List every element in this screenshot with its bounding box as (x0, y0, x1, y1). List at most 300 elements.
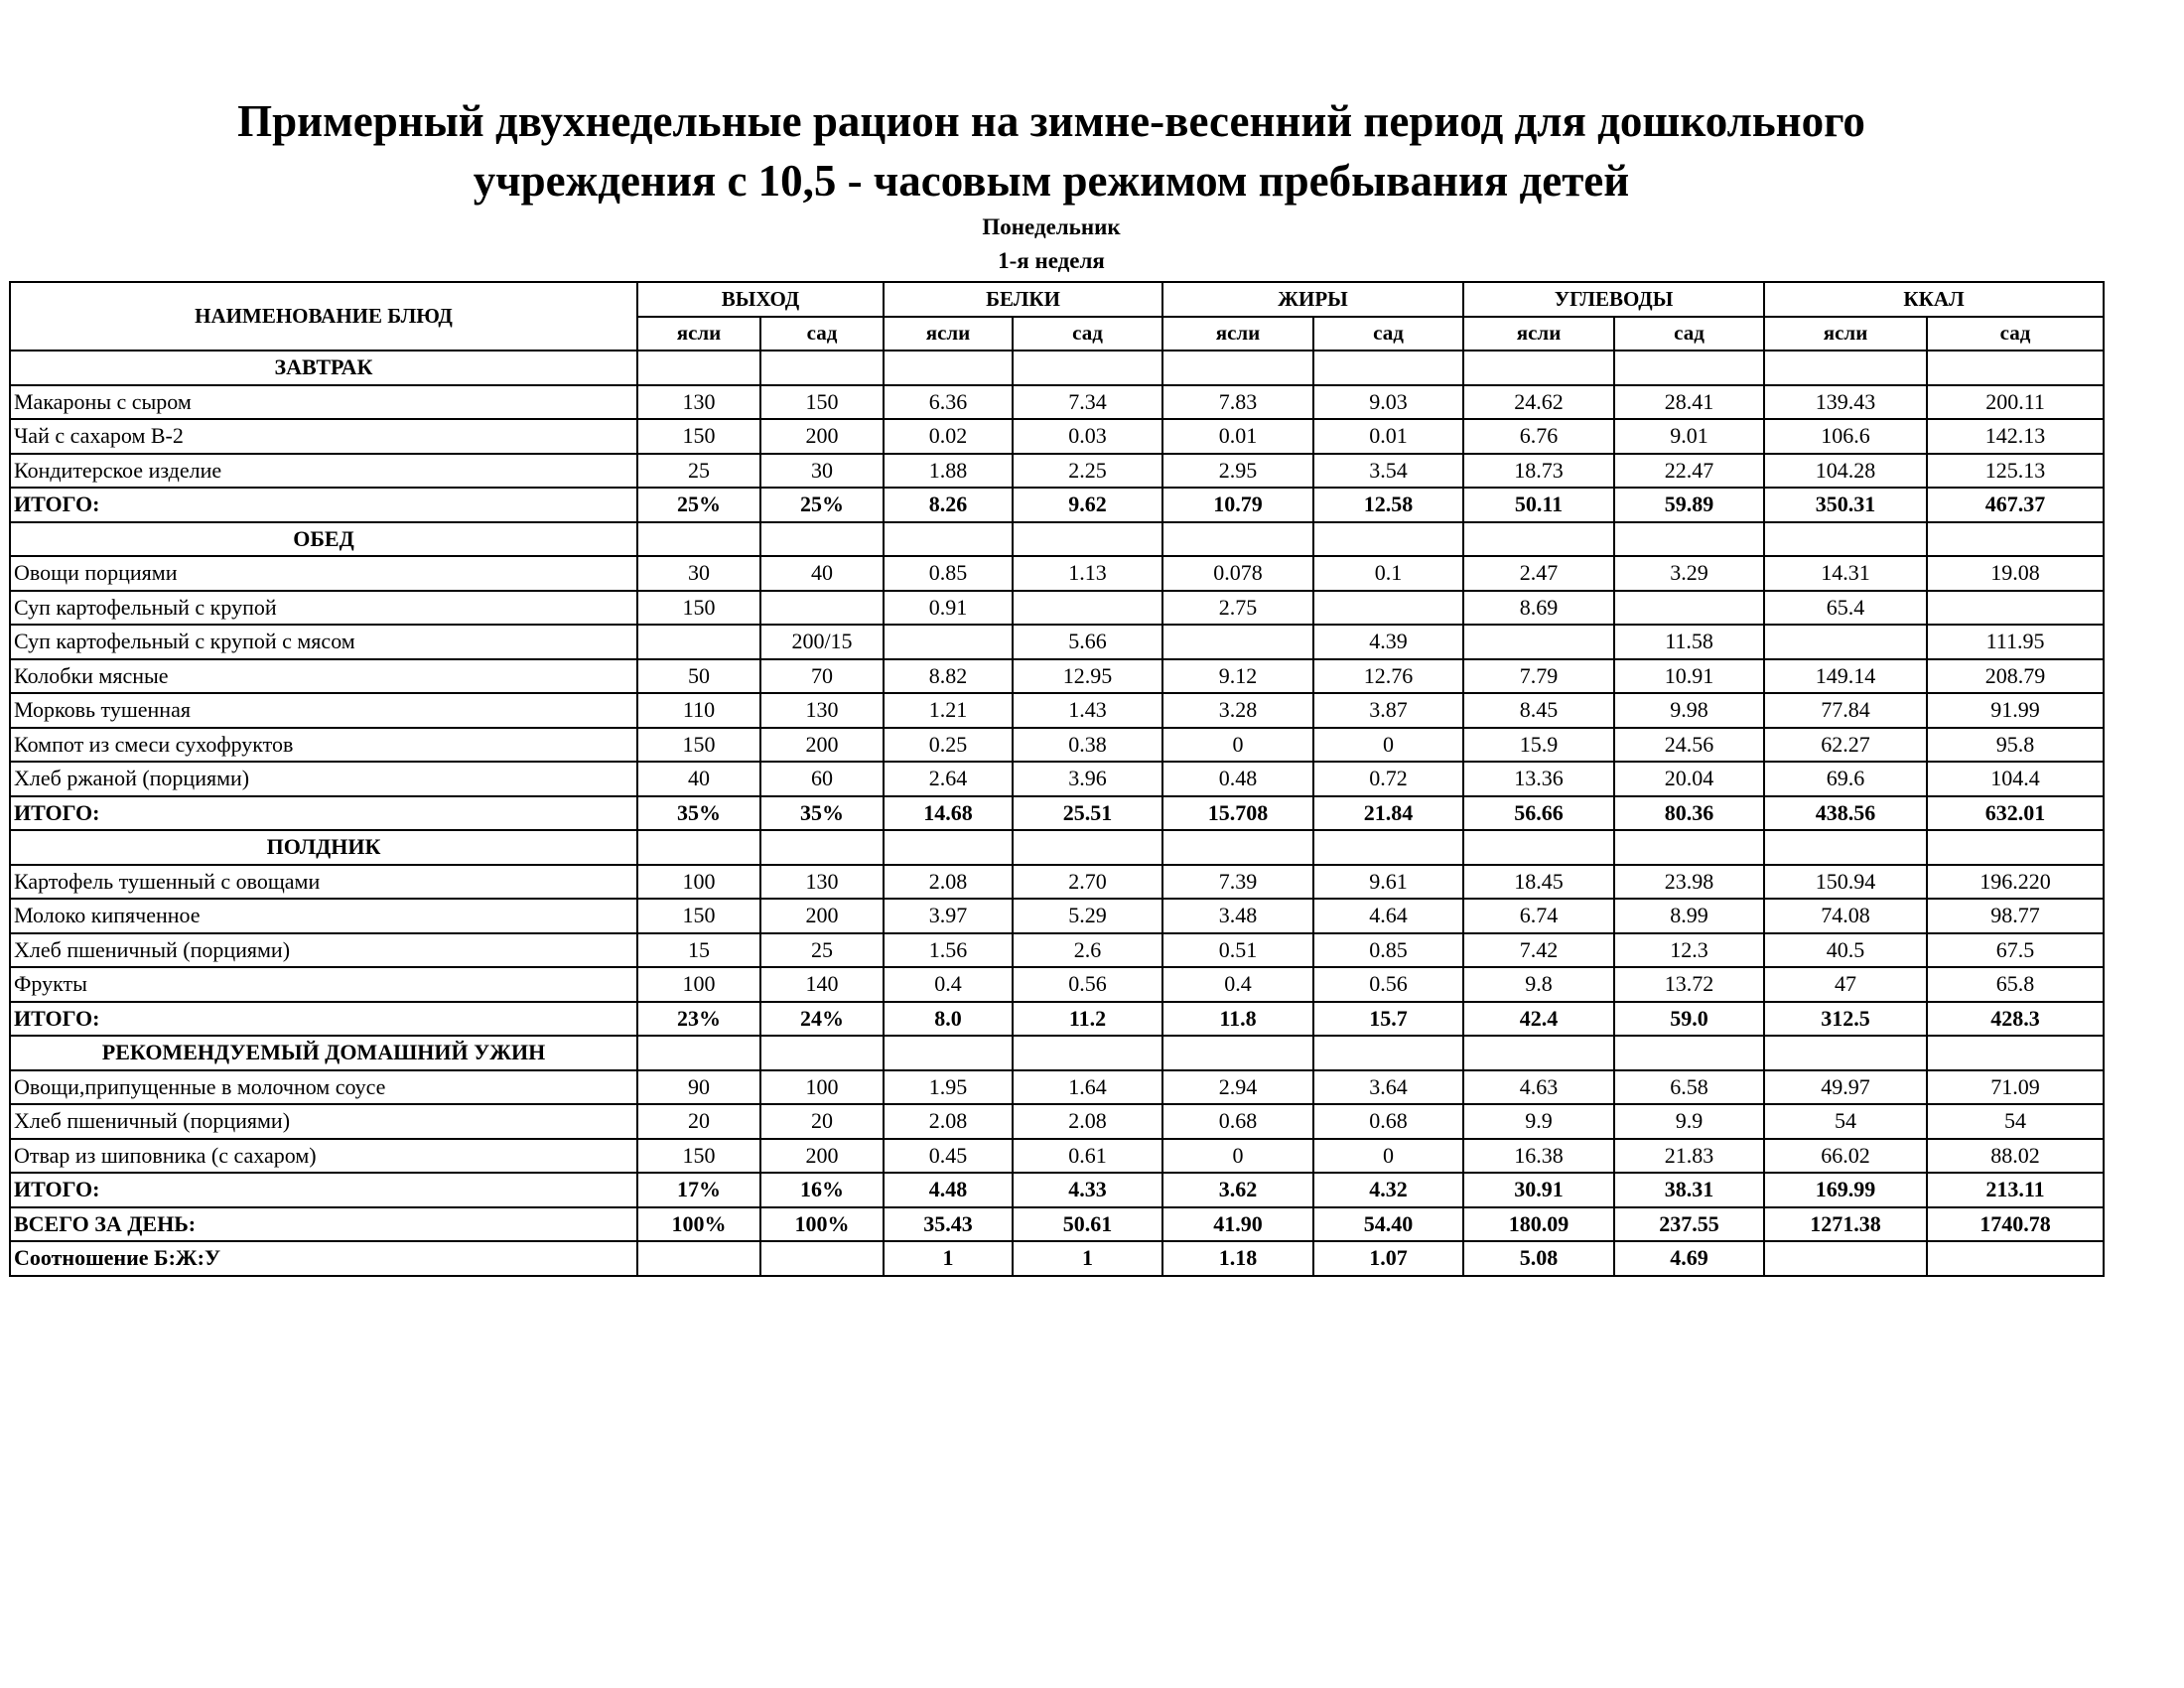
value-cell: 0 (1162, 1139, 1313, 1174)
total-label: ИТОГО: (10, 488, 637, 522)
value-cell: 14.68 (884, 796, 1013, 831)
value-cell: 2.75 (1162, 591, 1313, 626)
value-cell (884, 522, 1013, 557)
value-cell: 15.708 (1162, 796, 1313, 831)
value-cell: 25% (637, 488, 760, 522)
value-cell: 8.45 (1463, 693, 1614, 728)
value-cell: 2.6 (1013, 933, 1162, 968)
section-row (10, 522, 2104, 557)
value-cell: 1 (1013, 1241, 1162, 1276)
value-cell: 0.48 (1162, 762, 1313, 796)
dish-name: Овощи,припущенные в молочном соусе (10, 1070, 637, 1105)
value-cell: 12.76 (1313, 659, 1463, 694)
table-body (10, 351, 2104, 1276)
value-cell (1162, 625, 1313, 659)
value-cell (1927, 1241, 2104, 1276)
total-row (10, 1002, 2104, 1037)
value-cell: 8.99 (1614, 899, 1764, 933)
value-cell: 14.31 (1764, 556, 1927, 591)
ration-table (9, 281, 2105, 1277)
value-cell: 104.4 (1927, 762, 2104, 796)
value-cell (1764, 625, 1927, 659)
value-cell: 2.25 (1013, 454, 1162, 489)
value-cell: 59.89 (1614, 488, 1764, 522)
value-cell: 71.09 (1927, 1070, 2104, 1105)
table-row (10, 899, 2104, 933)
value-cell: 208.79 (1927, 659, 2104, 694)
value-cell (637, 625, 760, 659)
value-cell: 0.03 (1013, 419, 1162, 454)
value-cell: 237.55 (1614, 1207, 1764, 1242)
value-cell (1927, 830, 2104, 865)
value-cell: 110 (637, 693, 760, 728)
value-cell (1313, 1036, 1463, 1070)
table-row (10, 1139, 2104, 1174)
value-cell: 312.5 (1764, 1002, 1927, 1037)
value-cell: 35% (760, 796, 884, 831)
value-cell: 16.38 (1463, 1139, 1614, 1174)
value-cell (1764, 830, 1927, 865)
value-cell: 13.36 (1463, 762, 1614, 796)
value-cell: 2.08 (884, 865, 1013, 900)
value-cell: 438.56 (1764, 796, 1927, 831)
value-cell (1614, 351, 1764, 385)
value-cell: 3.28 (1162, 693, 1313, 728)
table-row (10, 591, 2104, 626)
value-cell: 0.45 (884, 1139, 1013, 1174)
value-cell: 169.99 (1764, 1173, 1927, 1207)
header-group-output: ВЫХОД (637, 282, 884, 317)
value-cell: 0.4 (884, 967, 1013, 1002)
value-cell: 200 (760, 1139, 884, 1174)
value-cell: 30 (760, 454, 884, 489)
value-cell: 8.82 (884, 659, 1013, 694)
document-subtitle (0, 211, 2103, 278)
value-cell (1614, 1036, 1764, 1070)
value-cell: 12.95 (1013, 659, 1162, 694)
value-cell (1764, 522, 1927, 557)
value-cell (1013, 522, 1162, 557)
value-cell: 150 (760, 385, 884, 420)
value-cell (1927, 522, 2104, 557)
section-row (10, 351, 2104, 385)
table-row (10, 762, 2104, 796)
value-cell: 1.64 (1013, 1070, 1162, 1105)
value-cell: 139.43 (1764, 385, 1927, 420)
value-cell: 8.0 (884, 1002, 1013, 1037)
header-sub-cell: ясли (1764, 317, 1927, 352)
value-cell (760, 830, 884, 865)
value-cell: 4.48 (884, 1173, 1013, 1207)
value-cell: 200 (760, 728, 884, 763)
value-cell (1013, 591, 1162, 626)
value-cell: 11.58 (1614, 625, 1764, 659)
table-row (10, 967, 2104, 1002)
value-cell: 0.1 (1313, 556, 1463, 591)
value-cell: 9.01 (1614, 419, 1764, 454)
header-sub-cell: ясли (1162, 317, 1313, 352)
value-cell: 2.08 (1013, 1104, 1162, 1139)
value-cell: 25 (760, 933, 884, 968)
value-cell: 0.68 (1162, 1104, 1313, 1139)
value-cell: 95.8 (1927, 728, 2104, 763)
value-cell: 23% (637, 1002, 760, 1037)
value-cell: 22.47 (1614, 454, 1764, 489)
value-cell: 1271.38 (1764, 1207, 1927, 1242)
header-sub-cell: сад (1013, 317, 1162, 352)
value-cell: 9.9 (1614, 1104, 1764, 1139)
value-cell: 80.36 (1614, 796, 1764, 831)
value-cell: 60 (760, 762, 884, 796)
value-cell: 30.91 (1463, 1173, 1614, 1207)
table-row (10, 1070, 2104, 1105)
document-title (0, 91, 2103, 211)
value-cell: 149.14 (1764, 659, 1927, 694)
value-cell: 1.07 (1313, 1241, 1463, 1276)
value-cell: 59.0 (1614, 1002, 1764, 1037)
dish-name: Хлеб пшеничный (порциями) (10, 933, 637, 968)
value-cell: 3.87 (1313, 693, 1463, 728)
value-cell: 40.5 (1764, 933, 1927, 968)
value-cell: 56.66 (1463, 796, 1614, 831)
dish-name: Овощи порциями (10, 556, 637, 591)
value-cell: 10.91 (1614, 659, 1764, 694)
value-cell: 150 (637, 419, 760, 454)
value-cell: 5.66 (1013, 625, 1162, 659)
section-title: ЗАВТРАК (10, 351, 637, 385)
value-cell: 467.37 (1927, 488, 2104, 522)
week-label: 1-я неделя (998, 248, 1105, 273)
value-cell: 54 (1927, 1104, 2104, 1139)
dish-name: Колобки мясные (10, 659, 637, 694)
value-cell: 15.9 (1463, 728, 1614, 763)
table-row (10, 625, 2104, 659)
value-cell: 0.078 (1162, 556, 1313, 591)
table-row (10, 454, 2104, 489)
dish-name: Фрукты (10, 967, 637, 1002)
value-cell: 54.40 (1313, 1207, 1463, 1242)
value-cell: 632.01 (1927, 796, 2104, 831)
value-cell: 11.8 (1162, 1002, 1313, 1037)
value-cell: 0.68 (1313, 1104, 1463, 1139)
value-cell (1013, 830, 1162, 865)
total-row (10, 1173, 2104, 1207)
value-cell: 41.90 (1162, 1207, 1313, 1242)
dish-name: Суп картофельный с крупой с мясом (10, 625, 637, 659)
value-cell (637, 522, 760, 557)
value-cell: 3.29 (1614, 556, 1764, 591)
section-title: ПОЛДНИК (10, 830, 637, 865)
header-group-carbs: УГЛЕВОДЫ (1463, 282, 1764, 317)
value-cell: 24.56 (1614, 728, 1764, 763)
value-cell: 1.18 (1162, 1241, 1313, 1276)
value-cell: 5.08 (1463, 1241, 1614, 1276)
dish-name: Молоко кипяченное (10, 899, 637, 933)
header-sub-cell: ясли (884, 317, 1013, 352)
value-cell: 16% (760, 1173, 884, 1207)
value-cell: 62.27 (1764, 728, 1927, 763)
value-cell (884, 351, 1013, 385)
value-cell: 0.02 (884, 419, 1013, 454)
value-cell: 100 (637, 967, 760, 1002)
value-cell (1764, 1036, 1927, 1070)
value-cell: 3.62 (1162, 1173, 1313, 1207)
value-cell: 12.3 (1614, 933, 1764, 968)
total-row (10, 796, 2104, 831)
total-row (10, 1241, 2104, 1276)
value-cell: 67.5 (1927, 933, 2104, 968)
value-cell (1927, 351, 2104, 385)
value-cell: 0.4 (1162, 967, 1313, 1002)
value-cell (1313, 522, 1463, 557)
value-cell: 35.43 (884, 1207, 1013, 1242)
dish-name: Компот из смеси сухофруктов (10, 728, 637, 763)
header-sub-cell: сад (1313, 317, 1463, 352)
value-cell: 5.29 (1013, 899, 1162, 933)
value-cell: 0.56 (1013, 967, 1162, 1002)
value-cell: 0.51 (1162, 933, 1313, 968)
value-cell: 66.02 (1764, 1139, 1927, 1174)
document-title-line-1: Примерный двухнедельные рацион на зимне-весенний период для дошкольного (237, 96, 1865, 146)
value-cell: 0.85 (884, 556, 1013, 591)
dish-name: Морковь тушенная (10, 693, 637, 728)
value-cell: 40 (637, 762, 760, 796)
value-cell: 150.94 (1764, 865, 1927, 900)
value-cell: 0.72 (1313, 762, 1463, 796)
value-cell: 130 (760, 693, 884, 728)
value-cell: 13.72 (1614, 967, 1764, 1002)
value-cell: 28.41 (1614, 385, 1764, 420)
value-cell: 7.79 (1463, 659, 1614, 694)
dish-name: Макароны с сыром (10, 385, 637, 420)
table-row (10, 933, 2104, 968)
table-row (10, 556, 2104, 591)
value-cell (1927, 1036, 2104, 1070)
value-cell: 130 (760, 865, 884, 900)
value-cell: 180.09 (1463, 1207, 1614, 1242)
value-cell: 2.47 (1463, 556, 1614, 591)
dish-name: Хлеб ржаной (порциями) (10, 762, 637, 796)
value-cell (760, 591, 884, 626)
value-cell (884, 1036, 1013, 1070)
value-cell: 77.84 (1764, 693, 1927, 728)
value-cell (637, 830, 760, 865)
total-row (10, 1207, 2104, 1242)
value-cell: 106.6 (1764, 419, 1927, 454)
value-cell: 54 (1764, 1104, 1927, 1139)
value-cell: 150 (637, 591, 760, 626)
value-cell: 42.4 (1463, 1002, 1614, 1037)
value-cell: 0.56 (1313, 967, 1463, 1002)
value-cell (1313, 830, 1463, 865)
value-cell: 3.48 (1162, 899, 1313, 933)
value-cell: 1.13 (1013, 556, 1162, 591)
value-cell: 200 (760, 419, 884, 454)
value-cell: 6.36 (884, 385, 1013, 420)
value-cell: 7.83 (1162, 385, 1313, 420)
value-cell: 1 (884, 1241, 1013, 1276)
value-cell: 25 (637, 454, 760, 489)
value-cell: 4.39 (1313, 625, 1463, 659)
value-cell: 24.62 (1463, 385, 1614, 420)
value-cell: 8.69 (1463, 591, 1614, 626)
value-cell: 24% (760, 1002, 884, 1037)
value-cell: 150 (637, 728, 760, 763)
value-cell: 9.12 (1162, 659, 1313, 694)
value-cell (760, 522, 884, 557)
header-group-kcal: ККАЛ (1764, 282, 2104, 317)
value-cell (1313, 351, 1463, 385)
value-cell: 2.08 (884, 1104, 1013, 1139)
value-cell: 100 (760, 1070, 884, 1105)
value-cell: 21.83 (1614, 1139, 1764, 1174)
value-cell: 90 (637, 1070, 760, 1105)
document-title-line-2: учреждения с 10,5 - часовым режимом пребывания детей (473, 156, 1630, 206)
value-cell: 4.64 (1313, 899, 1463, 933)
dish-name: Картофель тушенный с овощами (10, 865, 637, 900)
dish-name: Отвар из шиповника (с сахаром) (10, 1139, 637, 1174)
value-cell (1162, 830, 1313, 865)
value-cell (1463, 522, 1614, 557)
value-cell: 142.13 (1927, 419, 2104, 454)
value-cell (760, 1241, 884, 1276)
value-cell: 2.95 (1162, 454, 1313, 489)
value-cell (1013, 351, 1162, 385)
table-row (10, 419, 2104, 454)
table-row (10, 385, 2104, 420)
value-cell: 20.04 (1614, 762, 1764, 796)
value-cell: 111.95 (1927, 625, 2104, 659)
value-cell: 1740.78 (1927, 1207, 2104, 1242)
value-cell: 0.85 (1313, 933, 1463, 968)
header-sub-cell: ясли (1463, 317, 1614, 352)
value-cell (1463, 830, 1614, 865)
value-cell: 40 (760, 556, 884, 591)
value-cell: 12.58 (1313, 488, 1463, 522)
value-cell: 100% (637, 1207, 760, 1242)
value-cell: 1.43 (1013, 693, 1162, 728)
value-cell: 0 (1313, 728, 1463, 763)
value-cell: 196.220 (1927, 865, 2104, 900)
value-cell (1162, 1036, 1313, 1070)
value-cell: 70 (760, 659, 884, 694)
value-cell (1313, 591, 1463, 626)
value-cell: 21.84 (1313, 796, 1463, 831)
value-cell (884, 830, 1013, 865)
value-cell: 1.88 (884, 454, 1013, 489)
value-cell: 100 (637, 865, 760, 900)
value-cell: 49.97 (1764, 1070, 1927, 1105)
value-cell: 65.4 (1764, 591, 1927, 626)
value-cell: 2.64 (884, 762, 1013, 796)
value-cell: 9.03 (1313, 385, 1463, 420)
value-cell (1463, 625, 1614, 659)
total-row (10, 488, 2104, 522)
value-cell: 15.7 (1313, 1002, 1463, 1037)
value-cell: 20 (760, 1104, 884, 1139)
value-cell: 1.21 (884, 693, 1013, 728)
day-label: Понедельник (982, 214, 1121, 239)
table-row (10, 659, 2104, 694)
value-cell (760, 1036, 884, 1070)
value-cell (1927, 591, 2104, 626)
value-cell: 3.64 (1313, 1070, 1463, 1105)
value-cell (1764, 351, 1927, 385)
value-cell: 50.11 (1463, 488, 1614, 522)
value-cell: 19.08 (1927, 556, 2104, 591)
value-cell: 104.28 (1764, 454, 1927, 489)
value-cell: 125.13 (1927, 454, 2104, 489)
value-cell: 0.25 (884, 728, 1013, 763)
value-cell: 25.51 (1013, 796, 1162, 831)
header-group-proteins: БЕЛКИ (884, 282, 1162, 317)
value-cell: 0.38 (1013, 728, 1162, 763)
value-cell: 9.9 (1463, 1104, 1614, 1139)
header-row-groups (10, 282, 2104, 317)
value-cell: 3.97 (884, 899, 1013, 933)
value-cell: 200.11 (1927, 385, 2104, 420)
value-cell: 213.11 (1927, 1173, 2104, 1207)
value-cell: 1.56 (884, 933, 1013, 968)
value-cell: 0.01 (1313, 419, 1463, 454)
value-cell (1614, 830, 1764, 865)
value-cell: 9.61 (1313, 865, 1463, 900)
section-row (10, 830, 2104, 865)
value-cell: 3.96 (1013, 762, 1162, 796)
value-cell: 9.8 (1463, 967, 1614, 1002)
value-cell: 0.91 (884, 591, 1013, 626)
value-cell: 0 (1313, 1139, 1463, 1174)
value-cell: 200 (760, 899, 884, 933)
value-cell: 350.31 (1764, 488, 1927, 522)
value-cell: 428.3 (1927, 1002, 2104, 1037)
value-cell: 4.69 (1614, 1241, 1764, 1276)
header-sub-cell: ясли (637, 317, 760, 352)
dish-name: Хлеб пшеничный (порциями) (10, 1104, 637, 1139)
value-cell: 98.77 (1927, 899, 2104, 933)
dish-name: Чай с сахаром В-2 (10, 419, 637, 454)
value-cell: 100% (760, 1207, 884, 1242)
value-cell: 2.70 (1013, 865, 1162, 900)
value-cell: 9.62 (1013, 488, 1162, 522)
value-cell: 91.99 (1927, 693, 2104, 728)
value-cell: 23.98 (1614, 865, 1764, 900)
value-cell: 3.54 (1313, 454, 1463, 489)
value-cell (1013, 1036, 1162, 1070)
value-cell (1162, 522, 1313, 557)
value-cell (1162, 351, 1313, 385)
total-label: ВСЕГО ЗА ДЕНЬ: (10, 1207, 637, 1242)
value-cell: 0.61 (1013, 1139, 1162, 1174)
total-label: Соотношение Б:Ж:У (10, 1241, 637, 1276)
value-cell: 25% (760, 488, 884, 522)
value-cell (637, 351, 760, 385)
section-title: РЕКОМЕНДУЕМЫЙ ДОМАШНИЙ УЖИН (10, 1036, 637, 1070)
value-cell: 4.63 (1463, 1070, 1614, 1105)
value-cell (1614, 522, 1764, 557)
value-cell (884, 625, 1013, 659)
value-cell (760, 351, 884, 385)
total-label: ИТОГО: (10, 1002, 637, 1037)
value-cell: 50 (637, 659, 760, 694)
value-cell: 10.79 (1162, 488, 1313, 522)
value-cell (1463, 1036, 1614, 1070)
value-cell: 200/15 (760, 625, 884, 659)
value-cell: 35% (637, 796, 760, 831)
value-cell: 7.34 (1013, 385, 1162, 420)
header-sub-cell: сад (760, 317, 884, 352)
table-row (10, 728, 2104, 763)
